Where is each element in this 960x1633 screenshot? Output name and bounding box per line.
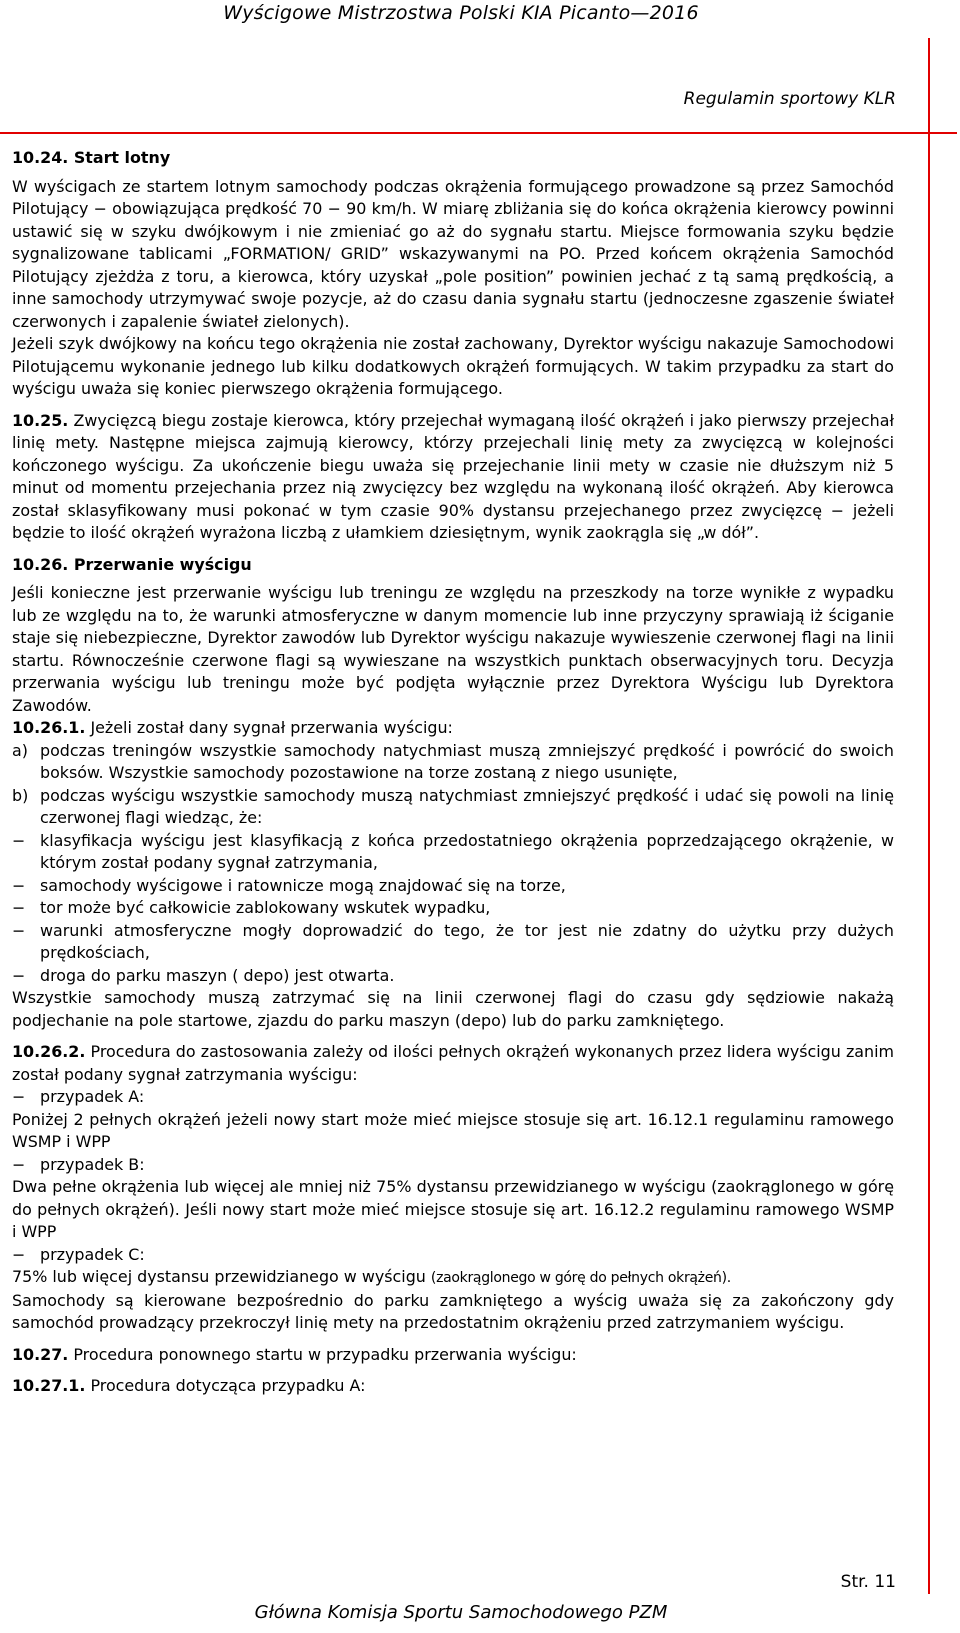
section-text-10-26-2: Procedura do zastosowania zależy od ilości pełnych okrążeń wykonanych przez lidera wyścigu zanim został podany sygnał zatrzymania wyścigu: xyxy=(12,1042,894,1084)
dash-item xyxy=(12,897,894,920)
section-number-10-27-1: 10.27.1. xyxy=(12,1376,86,1395)
paragraph-start-lotny: W wyścigach ze startem lotnym samochody podczas okrążenia formującego prowadzone są przez Samochód Pilotujący − obowiązująca prędkość 70 − 90 km/h. W miarę zbliżania się do końca okrążenia kierowcy powinni ustawić się w szyku dwójkowym i nie zmieniać go aż do sygnału startu. Miejsce formowania szyku będzie sygnalizowane tablicami „FORMATION/ GRID” wskazywanymi na PO. Przed końcem okrążenia Samochód Pilotujący zjeżdża z toru, a kierowca, który uzyskał „pole position” powinien jechać z tą samą prędkością, a inne samochody utrzymywać swoje pozycje, aż do czasu dania sygnału startu (jednoczesne zgaszenie świateł czerwonych i zapalenie świateł zielonych). xyxy=(12,176,894,331)
case-a-text: Poniżej 2 pełnych okrążeń jeżeli nowy start może mieć miejsce stosuje się art. 16.12.1 regulaminu ramowego WSMP i WPP xyxy=(12,1109,894,1151)
paragraph-10-27 xyxy=(12,1344,894,1367)
list-item xyxy=(12,740,894,785)
dash-item xyxy=(12,830,894,875)
list-marker: b) xyxy=(12,785,29,805)
list-item xyxy=(12,785,894,830)
paragraph-10-26-2 xyxy=(12,1041,894,1086)
paragraph-10-26-1 xyxy=(12,717,894,740)
dash-marker: − xyxy=(12,898,26,917)
dash-item xyxy=(12,920,894,965)
case-c-label xyxy=(12,1244,894,1267)
document-body xyxy=(12,147,894,1398)
case-c-text-main: 75% lub więcej dystansu przewidzianego w wyścigu xyxy=(12,1267,431,1286)
section-heading-10-26: 10.26. Przerwanie wyścigu xyxy=(12,554,252,574)
dash-item-text: tor może być całkowicie zablokowany wskutek wypadku, xyxy=(40,898,491,917)
section-text-10-25: Zwycięzcą biegu zostaje kierowca, który przejechał wymaganą ilość okrążeń i jako pierwszy przejechał linię mety. Następne miejsca zajmują kierowcy, którzy przejechali linię mety za zwycięzcą w kolejności kończonego wyścigu. Za ukończenie biegu uważa się przejechanie linii mety w czasie nie dłuższym niż 5 minut od momentu przejechania przez nią zwycięzcy bez względu na wykonaną ilość okrążeń. Aby kierowca został sklasyfikowany musi pokonać w tym czasie 90% dystansu przejechanego przez zwycięzcę − jeżeli będzie to ilość okrążeń wyrażona liczbą z ułamkiem dziesiętnym, wynik zaokrągla się „w dół”. xyxy=(12,410,894,542)
dash-item-text: droga do parku maszyn ( depo) jest otwarta. xyxy=(40,965,395,985)
case-label-text: przypadek C: xyxy=(40,1244,145,1264)
section-number-10-25: 10.25. xyxy=(12,410,69,430)
section-number-10-26-1: 10.26.1. xyxy=(12,718,86,737)
dash-marker: − xyxy=(12,920,26,940)
case-b-text: Dwa pełne okrążenia lub więcej ale mniej niż 75% dystansu przewidzianego w wyścigu (zaokrąglonego w górę do pełnych okrążeń). Jeśli nowy start może mieć miejsce stosuje się art. 16.12.2 regulaminu ramowego WSMP i WPP xyxy=(12,1177,894,1241)
red-horizontal-rule xyxy=(0,132,957,134)
case-label-text: przypadek A: xyxy=(40,1087,145,1106)
dash-item-text: samochody wyścigowe i ratownicze mogą znajdować się na torze, xyxy=(40,875,566,895)
section-heading-10-24: 10.24. Start lotny xyxy=(12,148,171,167)
dash-marker: − xyxy=(12,1087,26,1106)
list-item-text: podczas wyścigu wszystkie samochody muszą natychmiast zmniejszyć prędkość i udać się powoli na linię czerwonej flagi wiedząc, że: xyxy=(40,785,894,827)
dash-marker: − xyxy=(12,875,26,895)
section-text-10-27-1: Procedura dotycząca przypadku A: xyxy=(85,1376,366,1395)
case-c-text-note: (zaokrąglonego w górę do pełnych okrążeń). xyxy=(430,1270,731,1286)
dash-marker: − xyxy=(12,1244,26,1264)
paragraph-szyk-dwojkowy: Jeżeli szyk dwójkowy na końcu tego okrążenia nie został zachowany, Dyrektor wyścigu nakazuje Samochodowi Pilotującemu wykonanie jednego lub kilku dodatkowych okrążeń formujących. W takim przypadku za start do wyścigu uważa się koniec pierwszego okrążenia formującego. xyxy=(12,334,894,398)
dash-item xyxy=(12,965,894,988)
list-marker: a) xyxy=(12,740,28,760)
dash-item xyxy=(12,875,894,898)
dash-marker: − xyxy=(12,1154,26,1174)
dash-marker: − xyxy=(12,830,26,850)
document-header-title: Wyścigowe Mistrzostwa Polski KIA Picanto—2016 xyxy=(223,2,699,24)
paragraph-10-27-1 xyxy=(12,1375,894,1398)
case-b-label xyxy=(12,1154,894,1177)
list-item-text: podczas treningów wszystkie samochody natychmiast muszą zmniejszyć prędkość i powrócić do swoich boksów. Wszystkie samochody pozostawione na torze zostaną z niego usunięte, xyxy=(40,740,894,782)
dash-marker: − xyxy=(12,965,26,985)
document-header-subtitle: Regulamin sportowy KLR xyxy=(683,89,896,109)
case-a-label xyxy=(12,1086,894,1109)
paragraph-przerwanie: Jeśli konieczne jest przerwanie wyścigu lub treningu ze względu na przeszkody na torze wynikłe z wypadku lub ze względu na to, że warunki atmosferyczne w danym momencie lub inne przyczyny sprawiają iż ściganie staje się niebezpieczne, Dyrektor zawodów lub Dyrektor wyścigu nakazuje wywieszenie czerwonej flagi na linii startu. Równocześnie czerwone flagi są wywieszane na wszystkich punktach obserwacyjnych toru. Decyzja przerwania wyścigu lub treningu może być podjęta wyłącznie przez Dyrektora Wyścigu lub Dyrektora Zawodów. xyxy=(12,583,894,715)
case-c-text-2: Samochody są kierowane bezpośrednio do parku zamkniętego a wyścig uważa się za zakończony gdy samochód prowadzący przekroczył linię mety na przedostatnim okrążeniu przed zatrzymaniem wyścigu. xyxy=(12,1290,894,1332)
case-label-text: przypadek B: xyxy=(40,1154,145,1174)
section-text-10-27: Procedura ponownego startu w przypadku przerwania wyścigu: xyxy=(68,1344,577,1364)
paragraph-czerwona-flaga: Wszystkie samochody muszą zatrzymać się na linii czerwonej flagi do czasu gdy sędziowie nakażą podjechanie na pole startowe, zjazdu do parku maszyn (depo) lub do parku zamkniętego. xyxy=(12,988,894,1030)
dash-item-text: warunki atmosferyczne mogły doprowadzić do tego, że tor jest nie zdatny do użytku przy dużych prędkościach, xyxy=(40,920,894,962)
paragraph-10-25 xyxy=(12,410,894,545)
page-number: Str. 11 xyxy=(840,1572,896,1592)
document-footer: Główna Komisja Sportu Samochodowego PZM xyxy=(254,1602,668,1623)
section-text-10-26-1: Jeżeli został dany sygnał przerwania wyścigu: xyxy=(85,718,453,737)
section-number-10-26-2: 10.26.2. xyxy=(12,1042,86,1061)
case-c-text xyxy=(12,1266,894,1290)
section-number-10-27: 10.27. xyxy=(12,1344,69,1364)
dash-item-text: klasyfikacja wyścigu jest klasyfikacją z końca przedostatniego okrążenia poprzedzającego okrążenie, w którym został podany sygnał zatrzymania, xyxy=(40,830,894,872)
red-vertical-rule xyxy=(928,38,930,1594)
